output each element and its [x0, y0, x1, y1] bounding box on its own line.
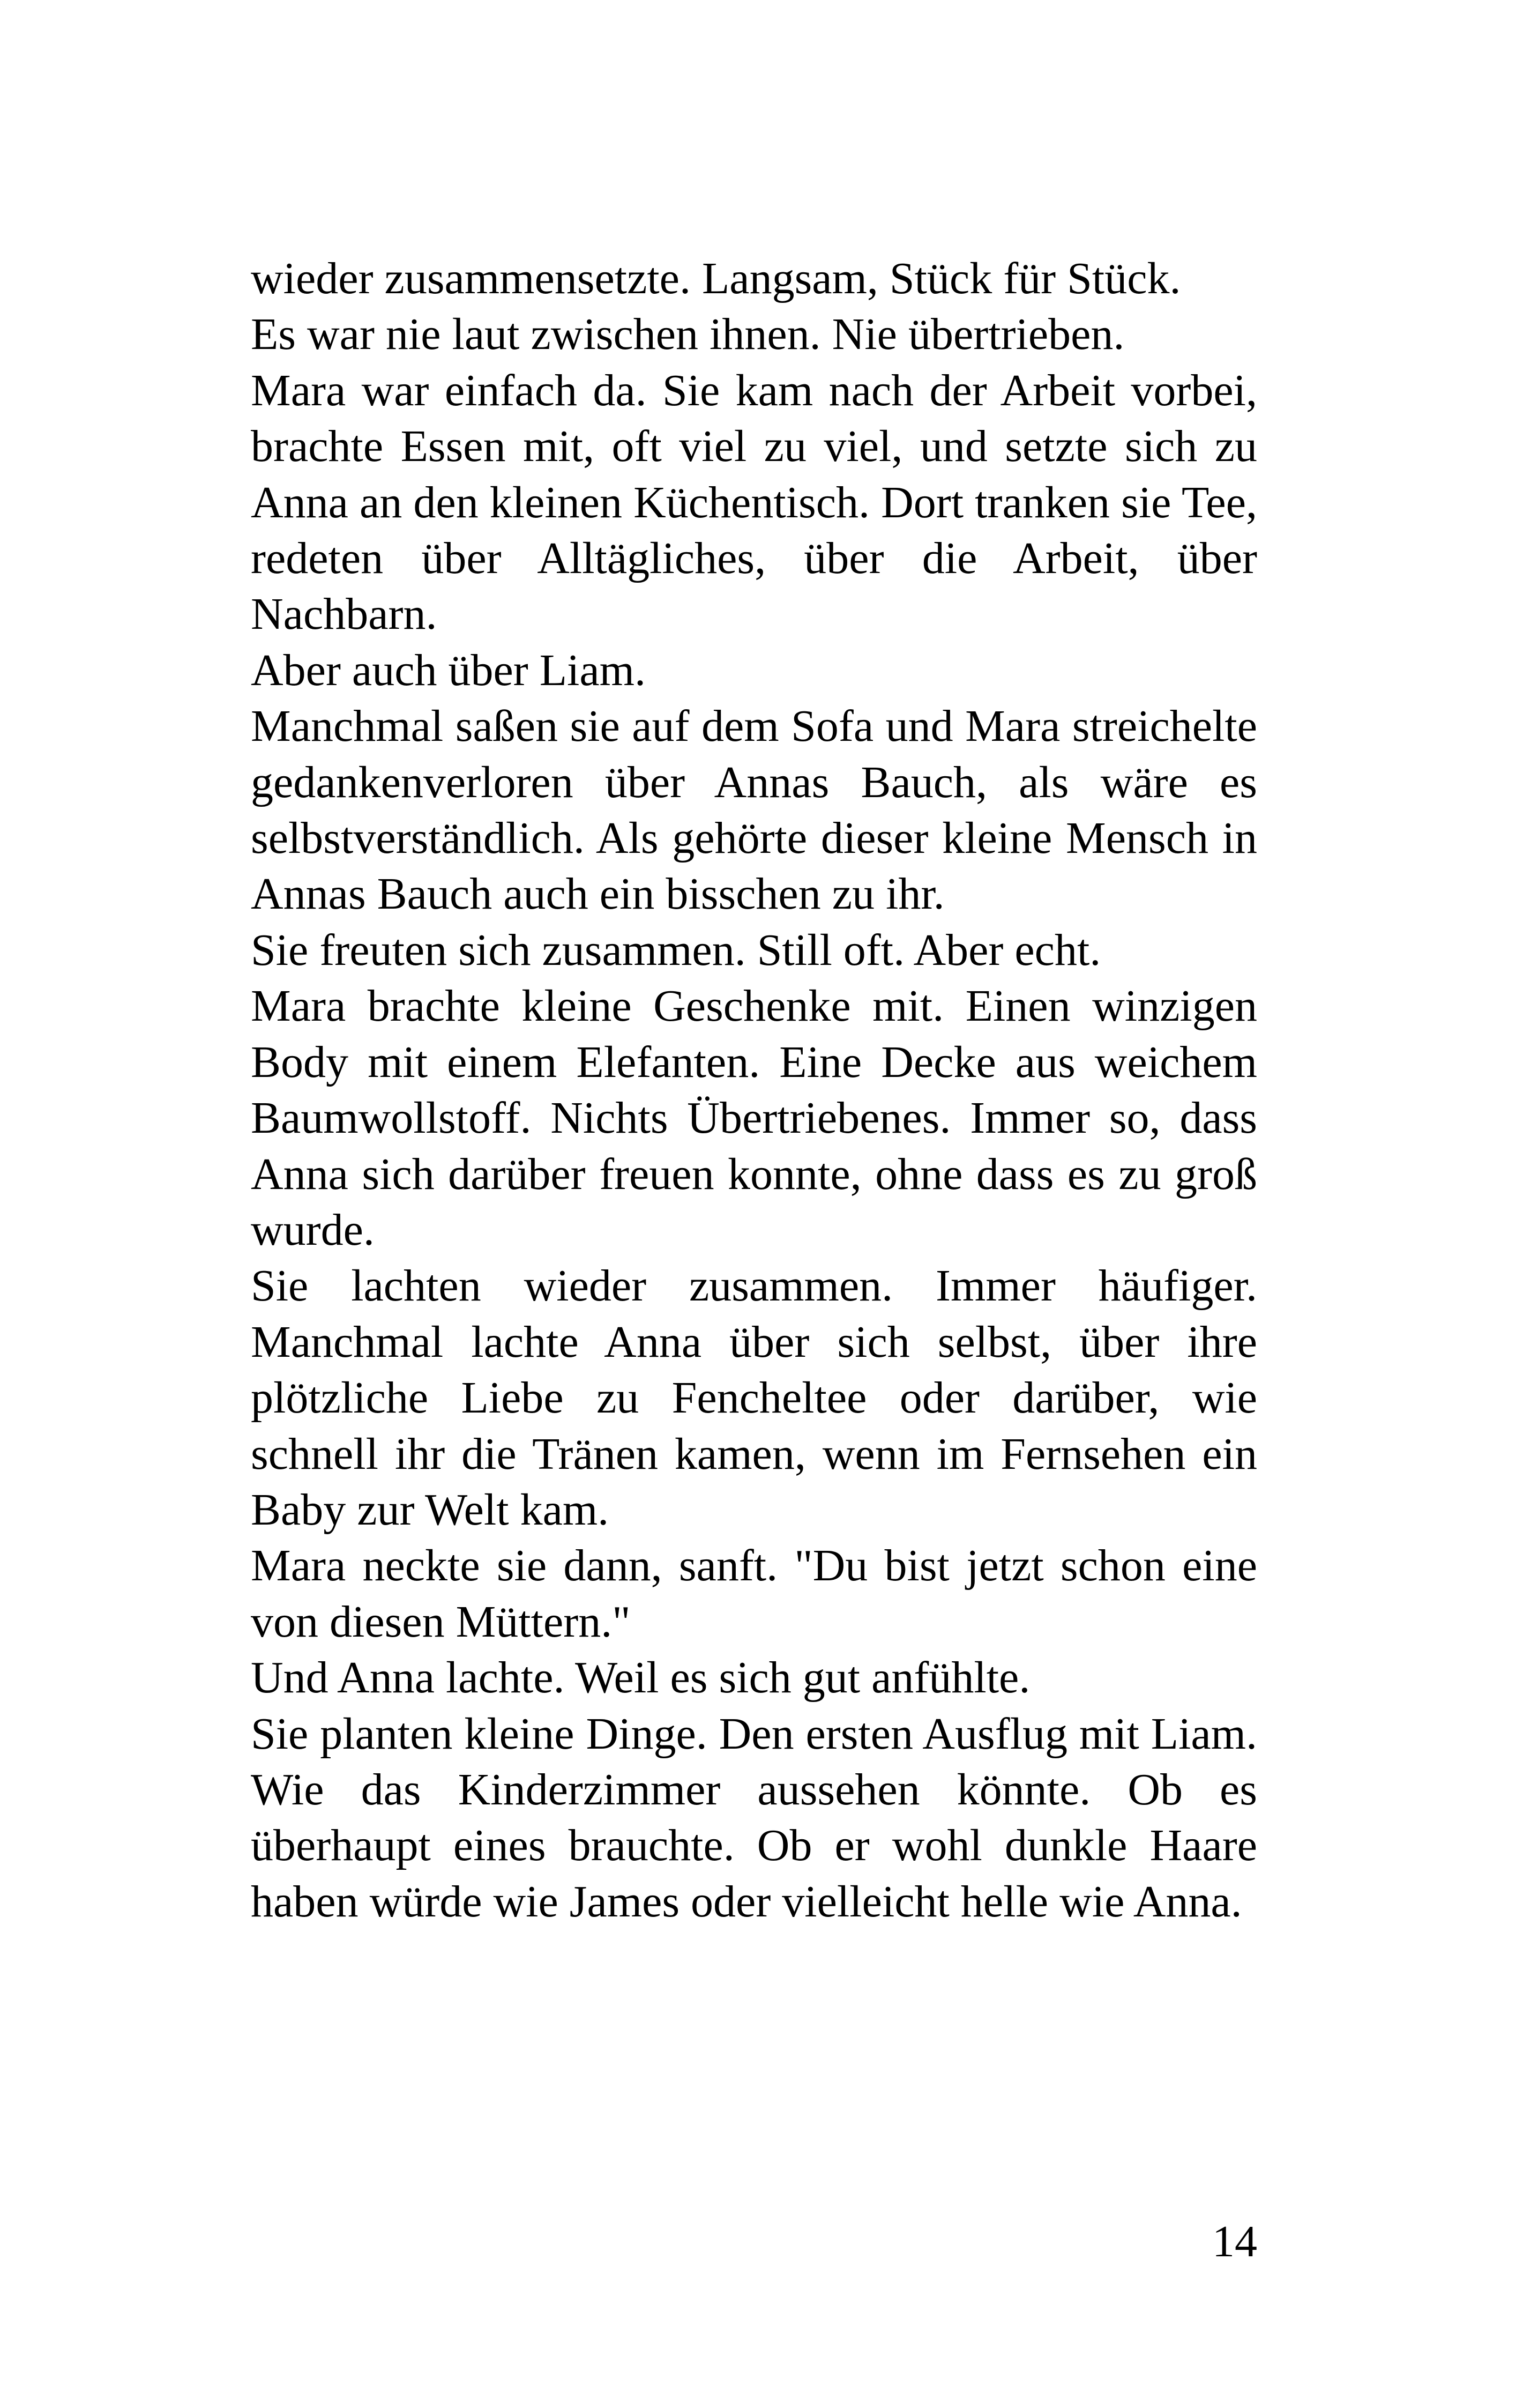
- body-text: [251, 251, 1257, 1930]
- paragraph: Mara war einfach da. Sie kam nach der Arbeit vorbei, brachte Essen mit, oft viel zu viel, und setzte sich zu Anna an den kleinen Küchentisch. Dort tranken sie Tee, redeten über Alltägliches, über die Arbeit, über Nachbarn.: [251, 365, 1257, 640]
- paragraph: Es war nie laut zwischen ihnen. Nie übertrieben.: [251, 309, 1125, 360]
- paragraph: Sie lachten wieder zusammen. Immer häufiger. Manchmal lachte Anna über sich selbst, über ihre plötzliche Liebe zu Fencheltee oder darüber, wie schnell ihr die Tränen kamen, wenn im Fernsehen ein Baby zur Welt kam.: [251, 1261, 1257, 1535]
- paragraph: Aber auch über Liam.: [251, 645, 646, 695]
- paragraph: wieder zusammensetzte. Langsam, Stück für Stück.: [251, 254, 1181, 303]
- paragraph: Manchmal saßen sie auf dem Sofa und Mara streichelte gedankenverloren über Annas Bauch, als wäre es selbstverständlich. Als gehörte dieser kleine Mensch in Annas Bauch auch ein bisschen zu ihr.: [251, 701, 1257, 919]
- paragraph: Und Anna lachte. Weil es sich gut anfühlte.: [251, 1653, 1031, 1703]
- page-number: 14: [1212, 2217, 1257, 2266]
- paragraph: Mara neckte sie dann, sanft. "Du bist jetzt schon eine von diesen Müttern.": [251, 1541, 1257, 1647]
- paragraph: Mara brachte kleine Geschenke mit. Einen winzigen Body mit einem Elefanten. Eine Decke aus weichem Baumwollstoff. Nichts Übertriebenes. Immer so, dass Anna sich darüber freuen konnte, ohne dass es zu groß wurde.: [251, 981, 1257, 1255]
- paragraph: Sie freuten sich zusammen. Still oft. Aber echt.: [251, 925, 1101, 975]
- paragraph: Sie planten kleine Dinge. Den ersten Ausflug mit Liam. Wie das Kinderzimmer aussehen könnte. Ob es überhaupt eines brauchte. Ob er wohl dunkle Haare haben würde wie James oder vielleicht helle wie Anna.: [251, 1708, 1257, 1927]
